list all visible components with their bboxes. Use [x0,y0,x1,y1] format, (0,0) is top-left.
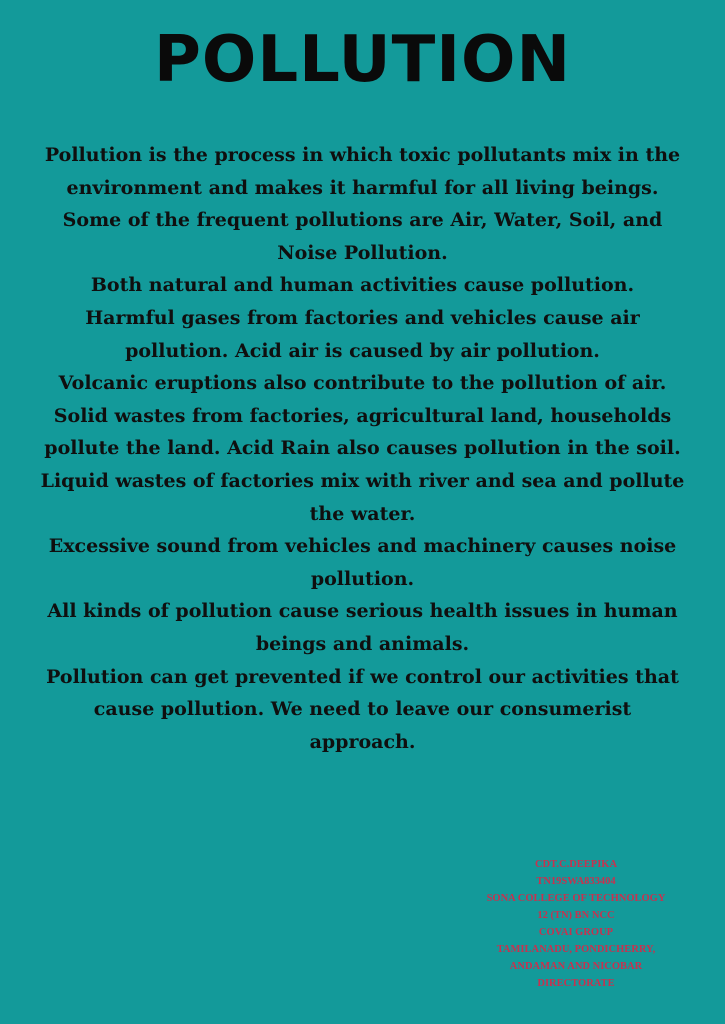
credit-directorate-line-2: ANDAMAN AND NICOBAR [509,961,643,972]
paragraph-air-pollution: Harmful gases from factories and vehicles cause air pollution. Acid air is caused by air pollution. [85,306,640,362]
credit-id: TN19SWA833404 [536,876,616,887]
credit-directorate-line-1: TAMILANADU, PONDICHERRY, [496,944,656,955]
page-title: POLLUTION [154,23,571,97]
paragraph-noise-pollution: Excessive sound from vehicles and machinery causes noise pollution. [48,535,677,590]
paragraph-soil-pollution: Solid wastes from factories, agricultural land, households pollute the land. Acid Rain also causes pollution in the soil. [44,404,681,460]
paragraph-causes: Both natural and human activities cause pollution. [90,274,635,297]
paragraph-volcanic: Volcanic eruptions also contribute to the pollution of air. [58,372,667,395]
credit-battalion: 12 (TN) BN NCC [537,910,615,921]
paragraph-definition: Pollution is the process in which toxic pollutants mix in the environment and makes it harmful for all living beings. [44,144,681,199]
paragraph-health: All kinds of pollution cause serious health issues in human beings and animals. [47,600,678,655]
credit-name: CDT.C.DEEPIKA [534,859,618,870]
paragraph-types: Some of the frequent pollutions are Air, Water, Soil, and Noise Pollution. [62,209,663,264]
paragraph-prevention: Pollution can get prevented if we control our activities that cause pollution. We need to leave our consumerist approach. [46,665,679,753]
author-credits [466,856,686,992]
credit-directorate-line-3: DIRECTORATE [537,978,615,989]
credit-college: SONA COLLEGE OF TECHNOLOGY [486,893,666,904]
body-text [40,139,685,758]
paragraph-water-pollution: Liquid wastes of factories mix with river and sea and pollute the water. [40,469,685,525]
credit-group: COVAI GROUP [538,927,614,938]
